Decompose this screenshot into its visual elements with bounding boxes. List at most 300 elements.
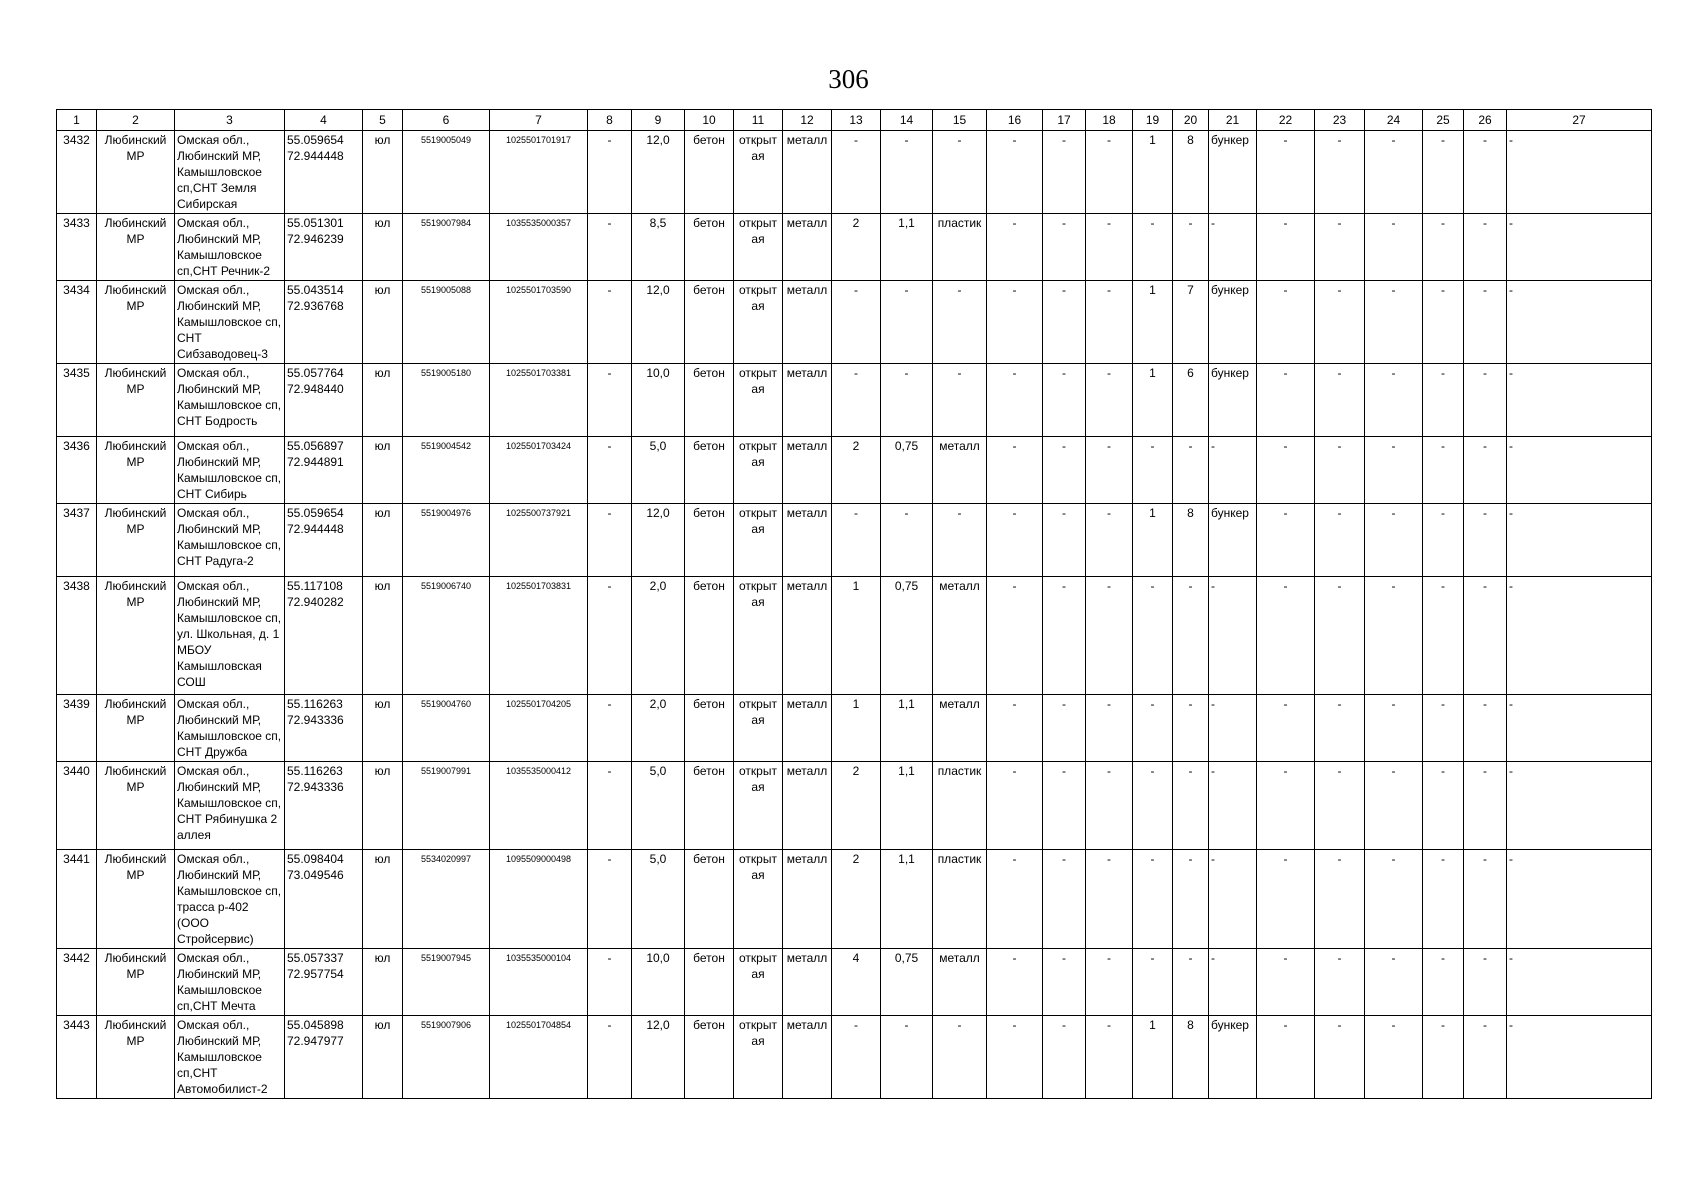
cell-inn: 5519005049 <box>403 131 490 214</box>
cell-district: Любинский МР <box>97 504 175 577</box>
cell-address: Омская обл., Любинский МР, Камышловское сп, СНТ Сибирь <box>175 437 285 504</box>
cell-bunker-volume: - <box>1173 437 1209 504</box>
cell-fence: металл <box>783 131 832 214</box>
cell-col-22: - <box>1257 577 1315 695</box>
cell-container-volume: 0,75 <box>881 577 933 695</box>
cell-container-material: - <box>933 1016 987 1099</box>
cell-site-kind: открыт ая <box>734 131 783 214</box>
cell-bunker-count: - <box>1133 949 1173 1016</box>
cell-container-material: пластик <box>933 214 987 281</box>
cell-area: 8,5 <box>632 214 685 281</box>
cell-col-8: - <box>588 762 632 850</box>
cell-surface: бетон <box>685 364 734 437</box>
cell-container-material: - <box>933 364 987 437</box>
cell-address: Омская обл., Любинский МР, Камышловское сп,СНТ Мечта <box>175 949 285 1016</box>
column-number-20: 20 <box>1173 110 1209 131</box>
cell-district: Любинский МР <box>97 1016 175 1099</box>
cell-col-25: - <box>1423 1016 1464 1099</box>
column-number-11: 11 <box>734 110 783 131</box>
cell-col-16: - <box>987 762 1043 850</box>
cell-fence: металл <box>783 850 832 949</box>
cell-col-18: - <box>1086 695 1133 762</box>
cell-fence: металл <box>783 437 832 504</box>
cell-inn: 5519004976 <box>403 504 490 577</box>
cell-bunker-type: - <box>1209 214 1257 281</box>
cell-container-count: - <box>832 1016 881 1099</box>
column-number-10: 10 <box>685 110 734 131</box>
cell-col-16: - <box>987 1016 1043 1099</box>
column-number-21: 21 <box>1209 110 1257 131</box>
cell-col-25: - <box>1423 504 1464 577</box>
cell-site-kind: открыт ая <box>734 695 783 762</box>
cell-container-count: 2 <box>832 850 881 949</box>
cell-col-25: - <box>1423 131 1464 214</box>
cell-col-16: - <box>987 437 1043 504</box>
cell-district: Любинский МР <box>97 281 175 364</box>
table-row <box>57 577 1652 695</box>
cell-ogrn: 1025501703831 <box>490 577 588 695</box>
cell-row-number: 3438 <box>57 577 97 695</box>
cell-ogrn: 1025501704854 <box>490 1016 588 1099</box>
cell-col-18: - <box>1086 850 1133 949</box>
cell-site-kind: открыт ая <box>734 364 783 437</box>
cell-container-volume: 1,1 <box>881 850 933 949</box>
cell-surface: бетон <box>685 949 734 1016</box>
cell-container-material: - <box>933 281 987 364</box>
cell-col-25: - <box>1423 364 1464 437</box>
cell-col-24: - <box>1365 504 1423 577</box>
cell-district: Любинский МР <box>97 695 175 762</box>
cell-container-count: 2 <box>832 214 881 281</box>
cell-col-16: - <box>987 850 1043 949</box>
cell-area: 5,0 <box>632 850 685 949</box>
cell-row-number: 3435 <box>57 364 97 437</box>
cell-container-volume: - <box>881 131 933 214</box>
table-row <box>57 364 1652 437</box>
cell-col-24: - <box>1365 214 1423 281</box>
cell-col-26: - <box>1464 695 1507 762</box>
cell-bunker-volume: - <box>1173 214 1209 281</box>
column-number-27: 27 <box>1507 110 1652 131</box>
column-number-header <box>57 110 1652 131</box>
cell-owner-type: юл <box>363 437 403 504</box>
cell-col-25: - <box>1423 762 1464 850</box>
cell-coordinates: 55.117108 72.940282 <box>285 577 363 695</box>
cell-fence: металл <box>783 949 832 1016</box>
cell-col-26: - <box>1464 364 1507 437</box>
cell-col-17: - <box>1043 504 1086 577</box>
cell-bunker-volume: 8 <box>1173 131 1209 214</box>
cell-col-18: - <box>1086 281 1133 364</box>
cell-col-25: - <box>1423 437 1464 504</box>
cell-col-25: - <box>1423 281 1464 364</box>
cell-container-count: 1 <box>832 577 881 695</box>
cell-bunker-type: бункер <box>1209 504 1257 577</box>
cell-col-16: - <box>987 131 1043 214</box>
cell-col-18: - <box>1086 762 1133 850</box>
cell-col-23: - <box>1315 850 1365 949</box>
column-number-12: 12 <box>783 110 832 131</box>
cell-container-material: пластик <box>933 762 987 850</box>
cell-bunker-volume: 8 <box>1173 1016 1209 1099</box>
cell-owner-type: юл <box>363 762 403 850</box>
cell-col-16: - <box>987 214 1043 281</box>
cell-col-24: - <box>1365 762 1423 850</box>
cell-col-22: - <box>1257 281 1315 364</box>
cell-fence: металл <box>783 281 832 364</box>
cell-bunker-count: - <box>1133 577 1173 695</box>
cell-col-23: - <box>1315 214 1365 281</box>
cell-col-17: - <box>1043 214 1086 281</box>
cell-inn: 5519005088 <box>403 281 490 364</box>
cell-address: Омская обл., Любинский МР, Камышловское сп, ул. Школьная, д. 1 МБОУ Камышловская СОШ <box>175 577 285 695</box>
cell-container-volume: - <box>881 281 933 364</box>
cell-surface: бетон <box>685 131 734 214</box>
cell-col-24: - <box>1365 695 1423 762</box>
cell-bunker-volume: - <box>1173 695 1209 762</box>
cell-site-kind: открыт ая <box>734 577 783 695</box>
cell-owner-type: юл <box>363 504 403 577</box>
cell-col-24: - <box>1365 577 1423 695</box>
cell-inn: 5519007906 <box>403 1016 490 1099</box>
cell-container-material: пластик <box>933 850 987 949</box>
cell-col-22: - <box>1257 364 1315 437</box>
cell-col-22: - <box>1257 437 1315 504</box>
cell-col-26: - <box>1464 214 1507 281</box>
cell-coordinates: 55.116263 72.943336 <box>285 695 363 762</box>
cell-bunker-count: 1 <box>1133 281 1173 364</box>
cell-col-17: - <box>1043 577 1086 695</box>
cell-area: 12,0 <box>632 131 685 214</box>
cell-address: Омская обл., Любинский МР, Камышловское сп, СНТ Рябинушка 2 аллея <box>175 762 285 850</box>
cell-fence: металл <box>783 214 832 281</box>
cell-owner-type: юл <box>363 131 403 214</box>
cell-surface: бетон <box>685 695 734 762</box>
cell-container-volume: - <box>881 504 933 577</box>
cell-row-number: 3432 <box>57 131 97 214</box>
cell-col-23: - <box>1315 1016 1365 1099</box>
cell-address: Омская обл., Любинский МР, Камышловское сп, СНТ Радуга-2 <box>175 504 285 577</box>
cell-bunker-volume: 6 <box>1173 364 1209 437</box>
column-number-3: 3 <box>175 110 285 131</box>
cell-col-17: - <box>1043 695 1086 762</box>
cell-address: Омская обл., Любинский МР, Камышловское сп,СНТ Речник-2 <box>175 214 285 281</box>
table-row <box>57 131 1652 214</box>
cell-bunker-volume: 7 <box>1173 281 1209 364</box>
registry-table <box>56 109 1652 1099</box>
cell-container-volume: 1,1 <box>881 762 933 850</box>
column-number-22: 22 <box>1257 110 1315 131</box>
cell-container-volume: 1,1 <box>881 214 933 281</box>
cell-col-24: - <box>1365 281 1423 364</box>
cell-col-27: - <box>1507 1016 1652 1099</box>
cell-district: Любинский МР <box>97 364 175 437</box>
cell-col-18: - <box>1086 577 1133 695</box>
cell-surface: бетон <box>685 437 734 504</box>
cell-inn: 5519006740 <box>403 577 490 695</box>
cell-row-number: 3436 <box>57 437 97 504</box>
cell-container-material: металл <box>933 437 987 504</box>
cell-inn: 5519007991 <box>403 762 490 850</box>
cell-col-22: - <box>1257 850 1315 949</box>
cell-bunker-volume: 8 <box>1173 504 1209 577</box>
cell-ogrn: 1025501703590 <box>490 281 588 364</box>
cell-col-23: - <box>1315 949 1365 1016</box>
cell-area: 12,0 <box>632 504 685 577</box>
cell-col-8: - <box>588 364 632 437</box>
cell-district: Любинский МР <box>97 437 175 504</box>
cell-col-8: - <box>588 850 632 949</box>
cell-owner-type: юл <box>363 850 403 949</box>
column-number-26: 26 <box>1464 110 1507 131</box>
cell-ogrn: 1025500737921 <box>490 504 588 577</box>
column-number-2: 2 <box>97 110 175 131</box>
cell-surface: бетон <box>685 762 734 850</box>
cell-col-23: - <box>1315 437 1365 504</box>
cell-inn: 5519004760 <box>403 695 490 762</box>
cell-address: Омская обл., Любинский МР, Камышловское сп, СНТ Бодрость <box>175 364 285 437</box>
cell-col-22: - <box>1257 1016 1315 1099</box>
cell-col-8: - <box>588 131 632 214</box>
cell-address: Омская обл., Любинский МР, Камышловское сп,СНТ Земля Сибирская <box>175 131 285 214</box>
cell-coordinates: 55.057764 72.948440 <box>285 364 363 437</box>
cell-bunker-count: 1 <box>1133 504 1173 577</box>
cell-col-18: - <box>1086 504 1133 577</box>
cell-col-18: - <box>1086 364 1133 437</box>
cell-col-16: - <box>987 281 1043 364</box>
cell-col-23: - <box>1315 762 1365 850</box>
cell-row-number: 3442 <box>57 949 97 1016</box>
cell-area: 10,0 <box>632 364 685 437</box>
cell-area: 2,0 <box>632 577 685 695</box>
cell-container-count: 4 <box>832 949 881 1016</box>
cell-col-25: - <box>1423 850 1464 949</box>
cell-site-kind: открыт ая <box>734 850 783 949</box>
table-row <box>57 437 1652 504</box>
cell-col-18: - <box>1086 131 1133 214</box>
cell-bunker-count: - <box>1133 214 1173 281</box>
cell-district: Любинский МР <box>97 850 175 949</box>
cell-bunker-count: - <box>1133 437 1173 504</box>
cell-coordinates: 55.098404 73.049546 <box>285 850 363 949</box>
cell-col-8: - <box>588 281 632 364</box>
cell-col-26: - <box>1464 504 1507 577</box>
cell-area: 10,0 <box>632 949 685 1016</box>
cell-container-count: - <box>832 131 881 214</box>
cell-address: Омская обл., Любинский МР, Камышловское сп, трасса р-402 (ООО Стройсервис) <box>175 850 285 949</box>
cell-area: 12,0 <box>632 281 685 364</box>
cell-owner-type: юл <box>363 695 403 762</box>
cell-col-26: - <box>1464 131 1507 214</box>
cell-col-27: - <box>1507 437 1652 504</box>
cell-col-27: - <box>1507 214 1652 281</box>
cell-col-26: - <box>1464 949 1507 1016</box>
cell-bunker-count: - <box>1133 695 1173 762</box>
cell-coordinates: 55.045898 72.947977 <box>285 1016 363 1099</box>
cell-bunker-type: бункер <box>1209 131 1257 214</box>
cell-col-27: - <box>1507 695 1652 762</box>
column-number-17: 17 <box>1043 110 1086 131</box>
cell-col-26: - <box>1464 577 1507 695</box>
cell-ogrn: 1025501703381 <box>490 364 588 437</box>
table-row <box>57 214 1652 281</box>
cell-col-16: - <box>987 504 1043 577</box>
cell-col-22: - <box>1257 949 1315 1016</box>
cell-site-kind: открыт ая <box>734 504 783 577</box>
cell-col-17: - <box>1043 364 1086 437</box>
table-row <box>57 504 1652 577</box>
cell-ogrn: 1035535000357 <box>490 214 588 281</box>
cell-col-26: - <box>1464 762 1507 850</box>
cell-inn: 5519007984 <box>403 214 490 281</box>
cell-bunker-count: - <box>1133 762 1173 850</box>
cell-bunker-count: 1 <box>1133 131 1173 214</box>
cell-col-17: - <box>1043 281 1086 364</box>
cell-container-volume: - <box>881 1016 933 1099</box>
cell-col-16: - <box>987 577 1043 695</box>
cell-ogrn: 1035535000104 <box>490 949 588 1016</box>
cell-container-material: металл <box>933 577 987 695</box>
column-number-24: 24 <box>1365 110 1423 131</box>
cell-owner-type: юл <box>363 1016 403 1099</box>
cell-area: 5,0 <box>632 437 685 504</box>
cell-bunker-volume: - <box>1173 577 1209 695</box>
cell-bunker-type: бункер <box>1209 364 1257 437</box>
column-number-7: 7 <box>490 110 588 131</box>
cell-container-count: 2 <box>832 437 881 504</box>
cell-area: 12,0 <box>632 1016 685 1099</box>
cell-container-volume: 1,1 <box>881 695 933 762</box>
cell-row-number: 3437 <box>57 504 97 577</box>
cell-container-count: - <box>832 504 881 577</box>
cell-col-27: - <box>1507 281 1652 364</box>
column-number-18: 18 <box>1086 110 1133 131</box>
cell-col-25: - <box>1423 214 1464 281</box>
cell-container-volume: 0,75 <box>881 437 933 504</box>
cell-col-22: - <box>1257 504 1315 577</box>
cell-owner-type: юл <box>363 949 403 1016</box>
cell-col-24: - <box>1365 949 1423 1016</box>
cell-fence: металл <box>783 695 832 762</box>
cell-col-24: - <box>1365 1016 1423 1099</box>
cell-ogrn: 1025501704205 <box>490 695 588 762</box>
cell-container-count: 1 <box>832 695 881 762</box>
column-number-6: 6 <box>403 110 490 131</box>
table-row <box>57 1016 1652 1099</box>
cell-bunker-count: 1 <box>1133 1016 1173 1099</box>
cell-col-22: - <box>1257 214 1315 281</box>
cell-row-number: 3439 <box>57 695 97 762</box>
cell-col-23: - <box>1315 281 1365 364</box>
cell-bunker-type: - <box>1209 437 1257 504</box>
cell-col-26: - <box>1464 850 1507 949</box>
cell-col-26: - <box>1464 437 1507 504</box>
cell-col-22: - <box>1257 695 1315 762</box>
cell-col-23: - <box>1315 131 1365 214</box>
cell-bunker-count: 1 <box>1133 364 1173 437</box>
cell-ogrn: 1025501703424 <box>490 437 588 504</box>
cell-container-volume: 0,75 <box>881 949 933 1016</box>
table-row <box>57 850 1652 949</box>
cell-coordinates: 55.059654 72.944448 <box>285 131 363 214</box>
cell-col-26: - <box>1464 1016 1507 1099</box>
cell-col-24: - <box>1365 131 1423 214</box>
column-number-5: 5 <box>363 110 403 131</box>
cell-col-25: - <box>1423 577 1464 695</box>
cell-ogrn: 1035535000412 <box>490 762 588 850</box>
cell-bunker-type: бункер <box>1209 1016 1257 1099</box>
cell-container-material: металл <box>933 949 987 1016</box>
cell-col-22: - <box>1257 131 1315 214</box>
column-number-19: 19 <box>1133 110 1173 131</box>
cell-col-18: - <box>1086 437 1133 504</box>
table-row <box>57 281 1652 364</box>
cell-col-16: - <box>987 364 1043 437</box>
column-number-23: 23 <box>1315 110 1365 131</box>
cell-col-25: - <box>1423 695 1464 762</box>
cell-col-18: - <box>1086 949 1133 1016</box>
cell-surface: бетон <box>685 577 734 695</box>
cell-site-kind: открыт ая <box>734 214 783 281</box>
cell-col-18: - <box>1086 1016 1133 1099</box>
header-row <box>57 110 1652 131</box>
cell-col-8: - <box>588 695 632 762</box>
cell-coordinates: 55.116263 72.943336 <box>285 762 363 850</box>
cell-col-8: - <box>588 437 632 504</box>
cell-bunker-volume: - <box>1173 762 1209 850</box>
cell-address: Омская обл., Любинский МР, Камышловское сп, СНТ Дружба <box>175 695 285 762</box>
cell-site-kind: открыт ая <box>734 949 783 1016</box>
cell-col-27: - <box>1507 504 1652 577</box>
cell-district: Любинский МР <box>97 214 175 281</box>
cell-inn: 5534020997 <box>403 850 490 949</box>
cell-col-8: - <box>588 577 632 695</box>
column-number-9: 9 <box>632 110 685 131</box>
page-number: 306 <box>828 64 869 94</box>
cell-col-22: - <box>1257 762 1315 850</box>
cell-container-volume: - <box>881 364 933 437</box>
cell-area: 5,0 <box>632 762 685 850</box>
cell-container-material: - <box>933 504 987 577</box>
cell-district: Любинский МР <box>97 577 175 695</box>
cell-col-24: - <box>1365 850 1423 949</box>
cell-col-17: - <box>1043 850 1086 949</box>
cell-row-number: 3441 <box>57 850 97 949</box>
cell-col-26: - <box>1464 281 1507 364</box>
cell-district: Любинский МР <box>97 762 175 850</box>
cell-container-material: - <box>933 131 987 214</box>
cell-inn: 5519004542 <box>403 437 490 504</box>
cell-col-17: - <box>1043 762 1086 850</box>
cell-col-27: - <box>1507 364 1652 437</box>
cell-col-23: - <box>1315 577 1365 695</box>
cell-col-27: - <box>1507 131 1652 214</box>
cell-coordinates: 55.056897 72.944891 <box>285 437 363 504</box>
cell-fence: металл <box>783 762 832 850</box>
cell-surface: бетон <box>685 504 734 577</box>
table-row <box>57 949 1652 1016</box>
cell-bunker-type: - <box>1209 850 1257 949</box>
cell-coordinates: 55.057337 72.957754 <box>285 949 363 1016</box>
cell-row-number: 3440 <box>57 762 97 850</box>
cell-inn: 5519005180 <box>403 364 490 437</box>
cell-col-17: - <box>1043 131 1086 214</box>
cell-site-kind: открыт ая <box>734 281 783 364</box>
cell-owner-type: юл <box>363 364 403 437</box>
cell-col-24: - <box>1365 364 1423 437</box>
cell-district: Любинский МР <box>97 949 175 1016</box>
column-number-4: 4 <box>285 110 363 131</box>
